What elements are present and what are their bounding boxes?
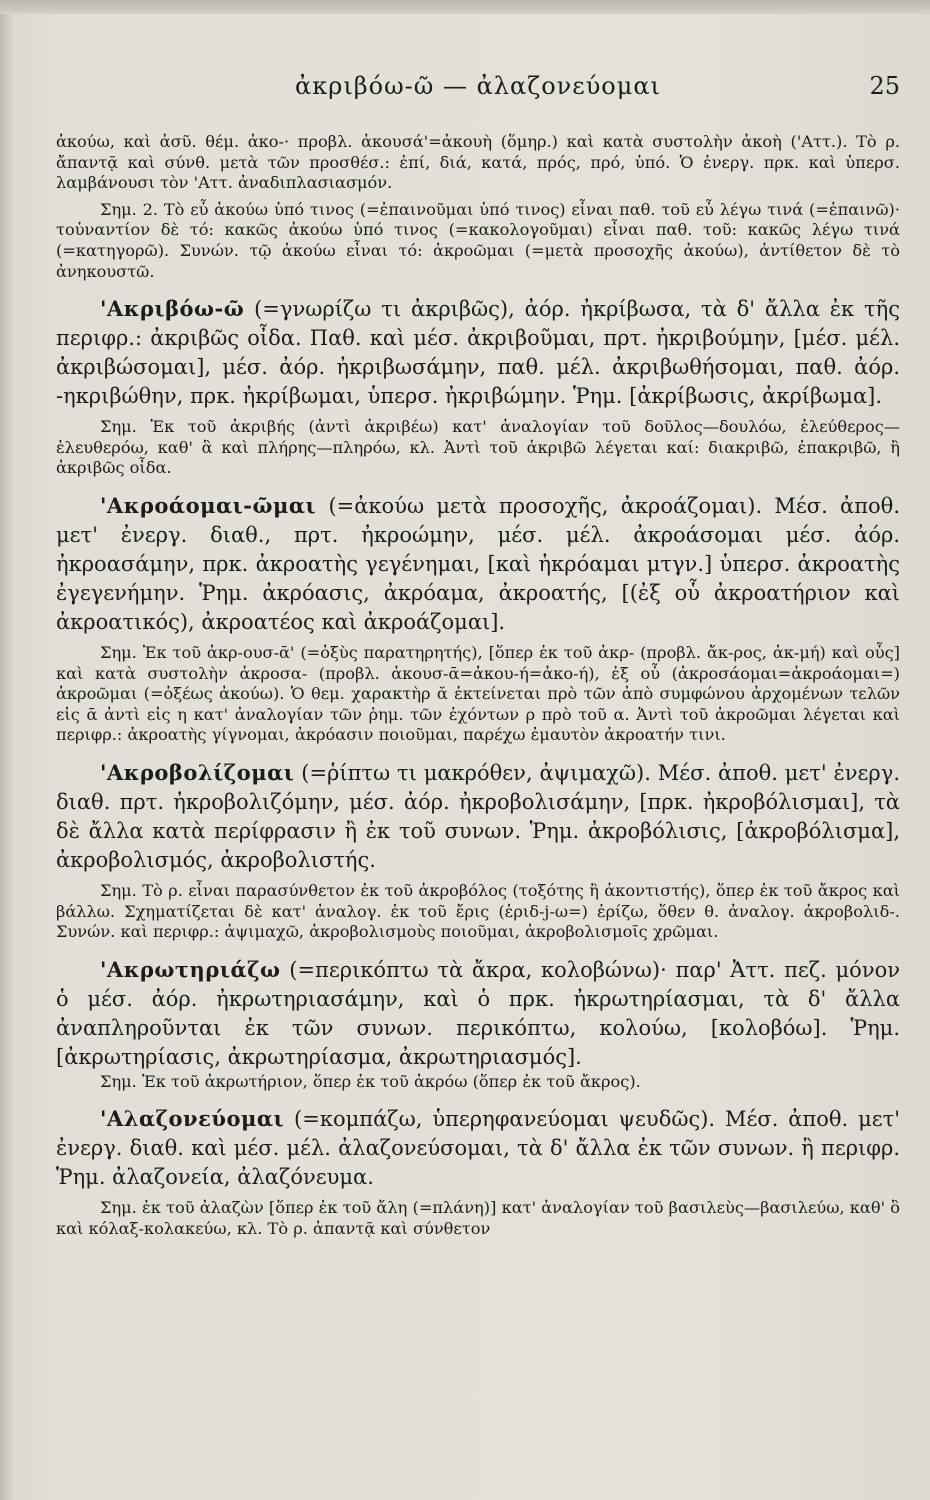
note-paragraph: Σημ. Ἐκ τοῦ ἀκρωτήριον, ὅπερ ἐκ τοῦ ἀκρόω (ὅπερ ἐκ τοῦ ἄκρος). [100, 1071, 641, 1091]
note-paragraph: Σημ. ἐκ τοῦ ἀλαζὼν [ὅπερ ἐκ τοῦ ἄλη (=πλάνη)] κατ' ἀναλογίαν τοῦ βασιλεὺς—βασιλεύω, καθ' ὃ καὶ κόλαξ-κολακεύω, κλ. Τὸ ρ. ἀπαντᾷ καὶ σύνθετον [56, 1198, 900, 1238]
dictionary-entry [56, 1104, 900, 1192]
dictionary-entry [56, 758, 900, 875]
note-paragraph: Σημ. Ἐκ τοῦ ἀκρ-ουσ-ᾱ' (=ὀξὺς παρατηρητής), [ὅπερ ἐκ τοῦ ἀκρ- (προβλ. ἄκ-ρος, ἀκ-μή) καὶ οὖς] καὶ κατὰ συστολὴν ἀκροσα- (προβλ. ἀκουσ-ᾱ=ἀκου-ή=ἀκο-ή), ἐξ οὗ (ἀκροσάομαι=ἀκροάομαι=) ἀκροῶμαι (=ὀξέως ἀκούω). Ὁ θεμ. χαρακτὴρ ᾰ ἐκτείνεται πρὸ τῶν ἀπὸ συμφώνου ἀρχομένων τελῶν εἰς ᾱ ἀντὶ εἰς η κατ' ἀναλογίαν τῶν ῥημ. τῶν ἐχόντων ρ πρὸ τοῦ α. Ἀντὶ τοῦ ἀκροῶμαι λέγεται καὶ περιφρ.: ἀκροατὴς γίγνομαι, ἀκρόασιν ποιοῦμαι, παρέχω ἐμαυτὸν ἀκροατήν τινι. [56, 642, 900, 745]
entry-body: (=γνωρίζω τι ἀκριβῶς), ἀόρ. ἠκρίβωσα, τὰ δ' ἄλλα ἐκ τῆς περιφρ.: ἀκριβῶς οἶδα. Παθ. καὶ μέσ. ἀκριβοῦμαι, πρτ. ἠκριβούμην, [μέσ. μέλ. ἀκριβώσομαι], μέσ. ἀόρ. ἠκριβωσάμην, παθ. μέλ. ἀκριβωθήσομαι, παθ. ἀόρ. -ηκριβώθην, πρκ. ἠκρίβωμαι, ὑπερσ. ἠκριβώμην. Ῥημ. [ἀκρίβωσις, ἀκρίβωμα]. [56, 297, 900, 409]
entry-headword: 'Αλαζονεύομαι [100, 1106, 285, 1132]
note-paragraph: ἀκούω, καὶ ἀσῦ. θέμ. ἀκο-· προβλ. ἀκουσά'=ἀκουὴ (ὅμηρ.) καὶ κατὰ συστολὴν ἀκοὴ ('Αττ.). Τὸ ρ. ἄπαντᾷ καὶ σύνθ. μετὰ τῶν προσθέσ.: ἐπί, διά, κατά, πρός, πρό, ὑπό. Ὁ ἐνεργ. πρκ. καὶ ὑπερσ. λαμβάνουσι τὸν 'Αττ. ἀναδιπλασιασμόν. [56, 132, 900, 193]
entry-body: (=κομπάζω, ὑπερηφανεύομαι ψευδῶς). Μέσ. ἀποθ. μετ' ἐνεργ. διαθ. καὶ μέσ. μέλ. ἀλαζονεύσομαι, τὰ δ' ἄλλα ἐκ τῶν συνων. ἢ περιφρ. Ῥημ. ἀλαζονεία, ἀλαζόνευμα. [56, 1107, 900, 1190]
dictionary-entry [56, 955, 900, 1072]
entry-headword: 'Ακριβόω-ῶ [100, 296, 245, 322]
entry-headword: 'Ακροβολίζομαι [100, 759, 295, 785]
entry-headword: 'Ακρωτηριάζω [100, 956, 281, 982]
running-title: ἀκριβόω-ῶ — ἀλαζονεύομαι [295, 72, 661, 100]
note-paragraph: Σημ. 2. Τὸ εὖ ἀκούω ὑπό τινος (=ἐπαινοῦμαι ὑπό τινος) εἶναι παθ. τοῦ εὖ λέγω τινά (=ἐπαινῶ)· τοὐναντίον δὲ τό: κακῶς ἀκούω ὑπό τινος (=κακολογοῦμαι) εἶναι παθ. τοῦ: κακῶς λέγω τινά (=κατηγορῶ). Συνών. τῷ ἀκούω εἶναι τό: ἀκροῶμαι (=μετὰ προσοχῆς ἀκούω), ἀντίθετον δὲ τὸ ἀνηκουστῶ. [56, 199, 900, 281]
page-header [56, 72, 900, 112]
note-paragraph: Σημ. Τὸ ρ. εἶναι παρασύνθετον ἐκ τοῦ ἀκροβόλος (τοξότης ἢ ἀκοντιστής), ὅπερ ἐκ τοῦ ἄκρος καὶ βάλλω. Σχηματίζεται δὲ κατ' ἀναλογ. ἐκ τοῦ ἔρις (ἐριδ-j-ω=) ἐρίζω, ὅθεν θ. ἀναλογ. ἀκροβολιδ-. Συνών. καὶ περιφρ.: ἀψιμαχῶ, ἀκροβολισμοὺς ποιοῦμαι, ἀκροβολισμοῖς χρῶμαι. [56, 880, 900, 942]
page-top-edge [0, 0, 930, 14]
dictionary-entry [56, 491, 900, 637]
note-paragraph: Σημ. Ἐκ τοῦ ἀκριβής (ἀντὶ ἀκριβέω) κατ' ἀναλογίαν τοῦ δοῦλος—δουλόω, ἐλεύθερος—ἐλευθερόω, καθ' ἃ καὶ πλήρης—πληρόω, κλ. Ἀντὶ τοῦ ἀκριβῶ λέγεται καί: διακριβῶ, ἐπακριβῶ, ἢ ἀκριβῶς οἶδα. [56, 417, 900, 478]
page-number: 25 [869, 72, 900, 100]
dictionary-entry [56, 294, 900, 411]
entry-body: (=περικόπτω τὰ ἄκρα, κολοβώνω)· παρ' Ἀττ. πεζ. μόνον ὁ μέσ. ἀόρ. ἠκρωτηριασάμην, καὶ ὁ πρκ. ἠκρωτηρίασμαι, τὰ δ' ἄλλα ἀναπληροῦνται ἐκ τῶν συνων. περικόπτω, κολούω, [κολοβόω]. Ῥημ. [ἀκρωτηρίασις, ἀκρωτηρίασμα, ἀκρωτηριασμός]. [56, 957, 900, 1069]
entry-body: (=ῥίπτω τι μακρόθεν, ἀψιμαχῶ). Μέσ. ἀποθ. μετ' ἐνεργ. διαθ. πρτ. ἠκροβολιζόμην, μέσ. ἀόρ. ἠκροβολισάμην, [πρκ. ἠκροβόλισμαι], τὰ δὲ ἄλλα κατὰ περίφρασιν ἢ ἐκ τοῦ συνων. Ῥημ. ἀκροβόλισις, [ἀκροβόλισμα], ἀκροβολισμός, ἀκροβολιστής. [56, 760, 900, 872]
entry-headword: 'Ακροάομαι-ῶμαι [100, 492, 317, 518]
entry-body: (=ἀκούω μετὰ προσοχῆς, ἀκροάζομαι). Μέσ. ἀποθ. μετ' ἐνεργ. διαθ., πρτ. ἠκροώμην, μέσ. μέλ. ἀκροάσομαι μέσ. ἀόρ. ἠκροασάμην, πρκ. ἀκροατὴς γεγένημαι, [καὶ ἠκρόαμαι μτγν.] ὑπερσ. ἀκροατὴς ἐγεγενήμην. Ῥημ. ἀκρόασις, ἀκρόαμα, ἀκροατής, [(ἐξ οὗ ἀκροατήριον καὶ ἀκροατικός), ἀκροατέος καὶ ἀκροάζομαι]. [56, 493, 900, 634]
